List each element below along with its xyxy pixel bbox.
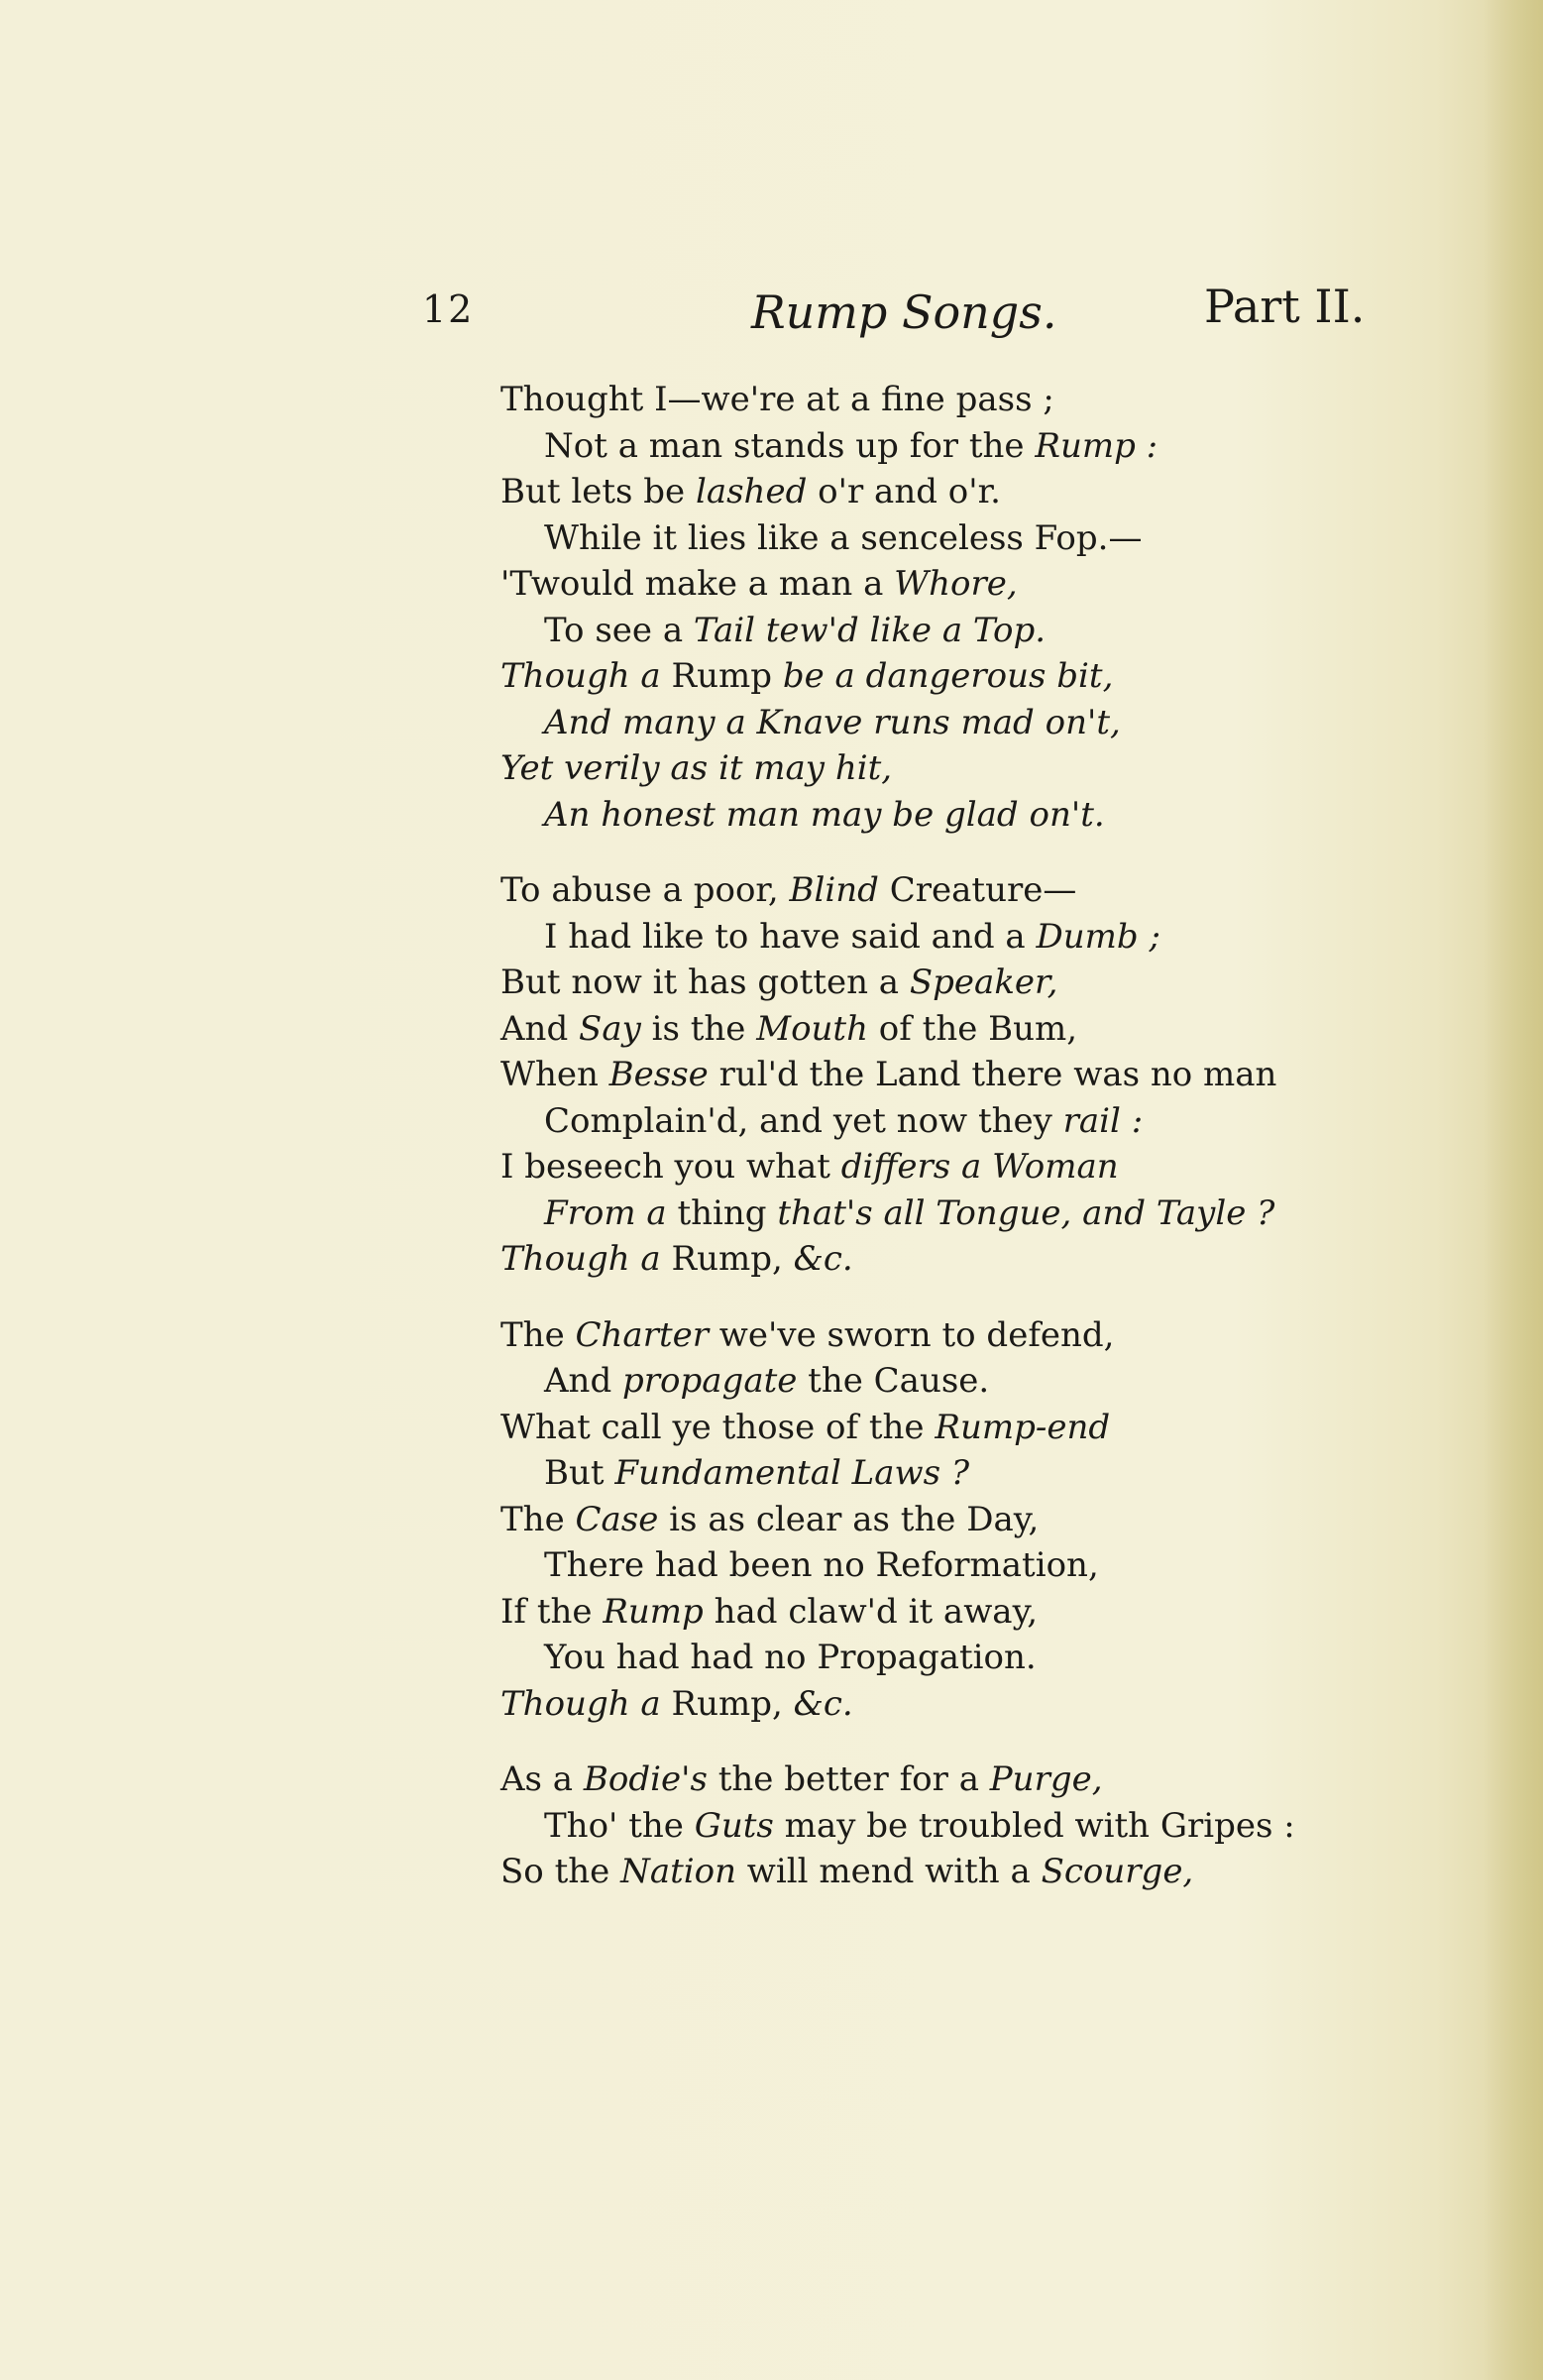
poem-line [500,1497,1491,1543]
poem-line [500,1803,1491,1850]
roman-text: As a [500,1759,584,1799]
poem-line [500,1236,1491,1283]
roman-text: And [500,1008,580,1049]
roman-text: So the [500,1852,621,1891]
italic-text: &c. [793,1683,853,1724]
poem-line [500,515,1491,562]
italic-text: Nation [620,1852,736,1891]
stanza [500,867,1491,1283]
poem-line [500,1358,1491,1405]
roman-text: What call ye those of the [500,1407,936,1447]
poem-line [500,1450,1491,1497]
italic-text: Guts [694,1805,774,1846]
italic-text: Speaker, [909,963,1058,1002]
stanza [500,1312,1491,1728]
italic-text: Mouth [756,1008,868,1049]
italic-text: Rump-end [935,1407,1111,1447]
part-label: Part II. [1204,280,1366,333]
poem-line [500,1312,1491,1359]
poem-line [500,1849,1491,1895]
roman-text: While it lies like a senceless Fop.— [544,517,1143,558]
roman-text: Tho' the [544,1805,695,1846]
running-head [0,280,1543,345]
roman-text: the Cause. [797,1361,990,1401]
italic-text: be a dangerous bit, [782,656,1114,696]
italic-text: propagate [622,1361,798,1401]
poem-line [500,1144,1491,1190]
roman-text: Thought I—we're at a fine pass ; [500,380,1054,419]
roman-text: And [544,1361,623,1401]
italic-text: rail : [1062,1100,1144,1141]
roman-text: we've sworn to defend, [709,1314,1115,1355]
italic-text: Though a [500,656,661,696]
roman-text: had claw'd it away, [703,1591,1039,1632]
page-edge-shadow [1484,0,1543,2380]
roman-text: There had been no Reformation, [544,1545,1099,1585]
roman-text: But now it has gotten a [500,963,910,1002]
poem-body [500,377,1491,1925]
poem-line [500,1542,1491,1589]
roman-text: But [544,1453,615,1493]
italic-text: Though a [500,1239,661,1279]
poem-line [500,608,1491,654]
roman-text: You had had no Propagation. [544,1638,1037,1677]
poem-line [500,960,1491,1006]
italic-text: &c. [793,1239,853,1279]
italic-text: An honest man may be glad on't. [544,794,1105,835]
poem-line [500,1098,1491,1145]
page-title: Rump Songs. [751,285,1057,339]
roman-text: When [500,1055,609,1094]
italic-text: Yet verily as it may hit, [500,748,893,788]
italic-text: Though a [500,1683,661,1724]
stanza [500,1757,1491,1895]
roman-text: Not a man stands up for the [544,425,1036,466]
italic-text: Scourge, [1041,1852,1194,1891]
poem-line [500,1635,1491,1681]
roman-text: will mend with a [736,1852,1042,1891]
roman-text: is the [640,1008,757,1049]
roman-text: Rump, [660,1239,794,1279]
italic-text: Case [575,1499,659,1539]
roman-text: The [500,1499,576,1539]
roman-text: the better for a [707,1759,990,1799]
italic-text: Whore, [894,564,1018,604]
roman-text: I beseech you what [500,1147,841,1187]
italic-text: lashed [695,472,808,511]
roman-text: Complain'd, and yet now they [544,1100,1063,1141]
italic-text: Tail tew'd like a Top. [693,610,1047,650]
roman-text: If the [500,1591,604,1632]
roman-text: o'r and o'r. [807,472,1001,511]
italic-text: Rump [603,1591,704,1632]
poem-line [500,700,1491,746]
poem-line [500,867,1491,914]
poem-line [500,1190,1491,1237]
poem-line [500,745,1491,792]
italic-text: Rump : [1035,425,1158,466]
italic-text: Blind [789,870,879,910]
italic-text: Charter [575,1314,709,1355]
roman-text: The [500,1314,576,1355]
roman-text: 'Twould make a man a [500,564,895,604]
poem-line [500,792,1491,839]
italic-text: that's all Tongue, and Tayle ? [777,1192,1275,1233]
italic-text: Besse [608,1055,709,1094]
roman-text: Creature— [878,870,1077,910]
poem-line [500,1589,1491,1636]
poem-line [500,1757,1491,1803]
roman-text: To abuse a poor, [500,870,790,910]
italic-text: From a [544,1192,667,1233]
poem-line [500,1052,1491,1098]
roman-text: may be troubled with Gripes : [773,1805,1295,1846]
poem-line [500,1681,1491,1728]
roman-text: Rump, [660,1683,794,1724]
roman-text: of the Bum, [868,1008,1078,1049]
poem-line [500,377,1491,423]
poem-line [500,653,1491,700]
italic-text: Purge, [989,1759,1103,1799]
roman-text: I had like to have said and a [544,916,1037,957]
italic-text: And many a Knave runs mad on't, [544,702,1121,742]
poem-line [500,1006,1491,1053]
roman-text: Rump [660,656,783,696]
italic-text: Dumb ; [1036,916,1160,957]
italic-text: Say [579,1008,641,1049]
poem-line [500,1405,1491,1451]
roman-text: is as clear as the Day, [658,1499,1040,1539]
page-number: 12 [422,287,475,331]
poem-line [500,914,1491,961]
roman-text: rul'd the Land there was no man [708,1055,1277,1094]
poem-line [500,469,1491,515]
roman-text: thing [666,1192,778,1233]
italic-text: Bodie's [583,1759,708,1799]
roman-text: But lets be [500,472,696,511]
roman-text: To see a [544,610,694,650]
poem-line [500,561,1491,608]
stanza [500,377,1491,838]
italic-text: Fundamental Laws ? [614,1453,970,1493]
italic-text: differs a Woman [840,1147,1119,1187]
poem-line [500,423,1491,470]
